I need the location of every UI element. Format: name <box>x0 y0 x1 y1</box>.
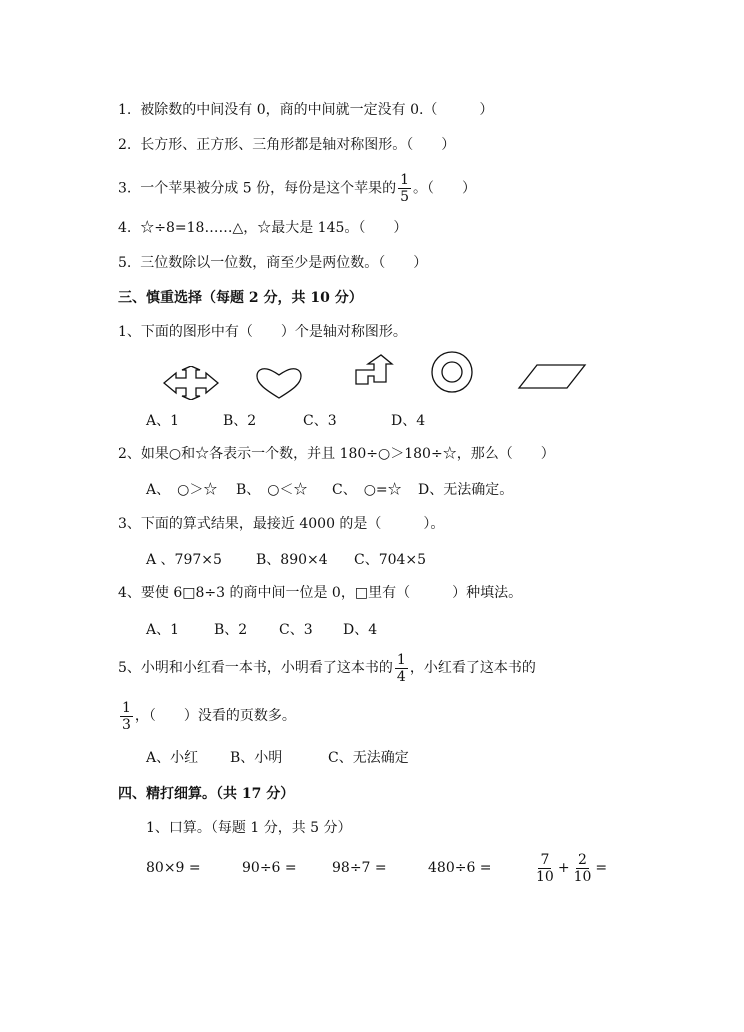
oral-calc-item-1: 80×9 = <box>146 860 201 876</box>
choice-q3-option-a: A 、797×5 <box>146 552 222 568</box>
fraction-denominator: 10 <box>536 868 554 885</box>
choice-q5-option-c: C、无法确定 <box>328 750 409 766</box>
oral-calc-item-4: 480÷6 = <box>428 860 492 876</box>
choice-q3-option-b: B、890×4 <box>256 552 328 568</box>
judge-text: 一个苹果被分成 5 份，每份是这个苹果的 <box>140 180 397 197</box>
choice-q4-option-a: A、1 <box>146 622 180 638</box>
judge-item-1 <box>118 100 493 120</box>
choice-q5-text-part: ，小红看了这本书的 <box>409 660 536 676</box>
fraction-numerator: 1 <box>396 651 406 668</box>
fraction-denominator: 5 <box>400 189 409 205</box>
judge-item-5 <box>118 253 427 273</box>
choice-q5-option-b: B、小明 <box>230 750 283 766</box>
oral-calc-item-2: 90÷6 = <box>242 860 297 876</box>
choice-q5-text-part: 5、小明和小红看一本书，小明看了这本书的 <box>118 660 393 676</box>
choice-q1-option-a: A、1 <box>146 413 180 429</box>
judge-text: 被除数的中间没有 0，商的中间就一定没有 0.（ ） <box>140 102 494 118</box>
fraction <box>398 172 411 205</box>
parallelogram-shape-icon <box>516 362 588 390</box>
heart-shape-icon <box>254 366 304 400</box>
judge-text: ☆÷8=18……△，☆最大是 145。（ ） <box>140 220 408 236</box>
bent-arrow-shape-icon <box>352 354 394 388</box>
judge-text: 长方形、正方形、三角形都是轴对称图形。（ ） <box>140 137 456 153</box>
judge-item-4 <box>118 218 407 238</box>
fraction <box>534 852 556 885</box>
judge-number: 3. <box>118 180 132 197</box>
equals-sign: = <box>595 860 608 876</box>
choice-q1-option-b: B、2 <box>223 413 257 429</box>
choice-q4-option-c: C、3 <box>279 622 313 638</box>
judge-number: 1. <box>118 102 132 118</box>
choice-q2-text: 2、如果○和☆各表示一个数，并且 180÷○＞180÷☆，那么（ ） <box>118 446 555 462</box>
choice-q2-option-b: B、 ○＜☆ <box>236 482 308 498</box>
choice-q5-text <box>118 650 536 686</box>
oral-calc-item-3: 98÷7 = <box>332 860 387 876</box>
plus-sign: + <box>557 860 570 876</box>
choice-q2-option-d: D、无法确定。 <box>418 482 514 498</box>
judge-number: 2. <box>118 137 132 153</box>
choice-q3-option-c: C、704×5 <box>354 552 427 568</box>
choice-q5-text-part: ，（ ）没看的页数多。 <box>134 708 296 724</box>
judge-number: 5. <box>118 255 132 271</box>
fraction <box>120 700 133 733</box>
double-arrow-shape-icon <box>162 366 220 400</box>
section-title-choice: 三、慎重选择（每题 2 分，共 10 分） <box>118 290 363 306</box>
oral-calc-item-5 <box>532 848 607 888</box>
choice-q3-text: 3、下面的算式结果，最接近 4000 的是（ ）。 <box>118 516 445 532</box>
fraction <box>572 852 594 885</box>
fraction-numerator: 7 <box>540 851 550 868</box>
judge-item-3 <box>118 172 476 205</box>
ring-shape-icon <box>430 350 474 394</box>
fraction-denominator: 10 <box>573 868 592 885</box>
choice-q2-option-c: C、 ○=☆ <box>332 482 402 498</box>
oral-calc-title: 1、口算。（每题 1 分，共 5 分） <box>146 820 352 836</box>
choice-q4-text: 4、要使 6□8÷3 的商中间一位是 0，□里有（ ）种填法。 <box>118 585 523 601</box>
judge-text: 三位数除以一位数，商至少是两位数。（ ） <box>140 255 428 271</box>
choice-q5-text-cont <box>118 698 296 734</box>
choice-q1-text: 1、下面的图形中有（ ）个是轴对称图形。 <box>118 324 407 340</box>
judge-text-end: 。（ ） <box>413 180 476 197</box>
section-title-calc: 四、精打细算。（共 17 分） <box>118 786 295 802</box>
choice-q2-option-a: A、 ○＞☆ <box>146 482 218 498</box>
fraction-denominator: 3 <box>122 716 131 733</box>
choice-q5-option-a: A、小红 <box>146 750 199 766</box>
choice-q1-option-c: C、3 <box>303 413 337 429</box>
fraction-numerator: 1 <box>122 699 131 716</box>
choice-q1-option-d: D、4 <box>391 413 426 429</box>
fraction-denominator: 4 <box>396 668 406 685</box>
judge-item-2 <box>118 135 455 155</box>
judge-number: 4. <box>118 220 132 236</box>
fraction-numerator: 2 <box>578 851 587 868</box>
choice-q4-option-d: D、4 <box>343 622 378 638</box>
fraction-numerator: 1 <box>400 172 409 188</box>
fraction <box>395 652 408 685</box>
choice-q4-option-b: B、2 <box>214 622 248 638</box>
